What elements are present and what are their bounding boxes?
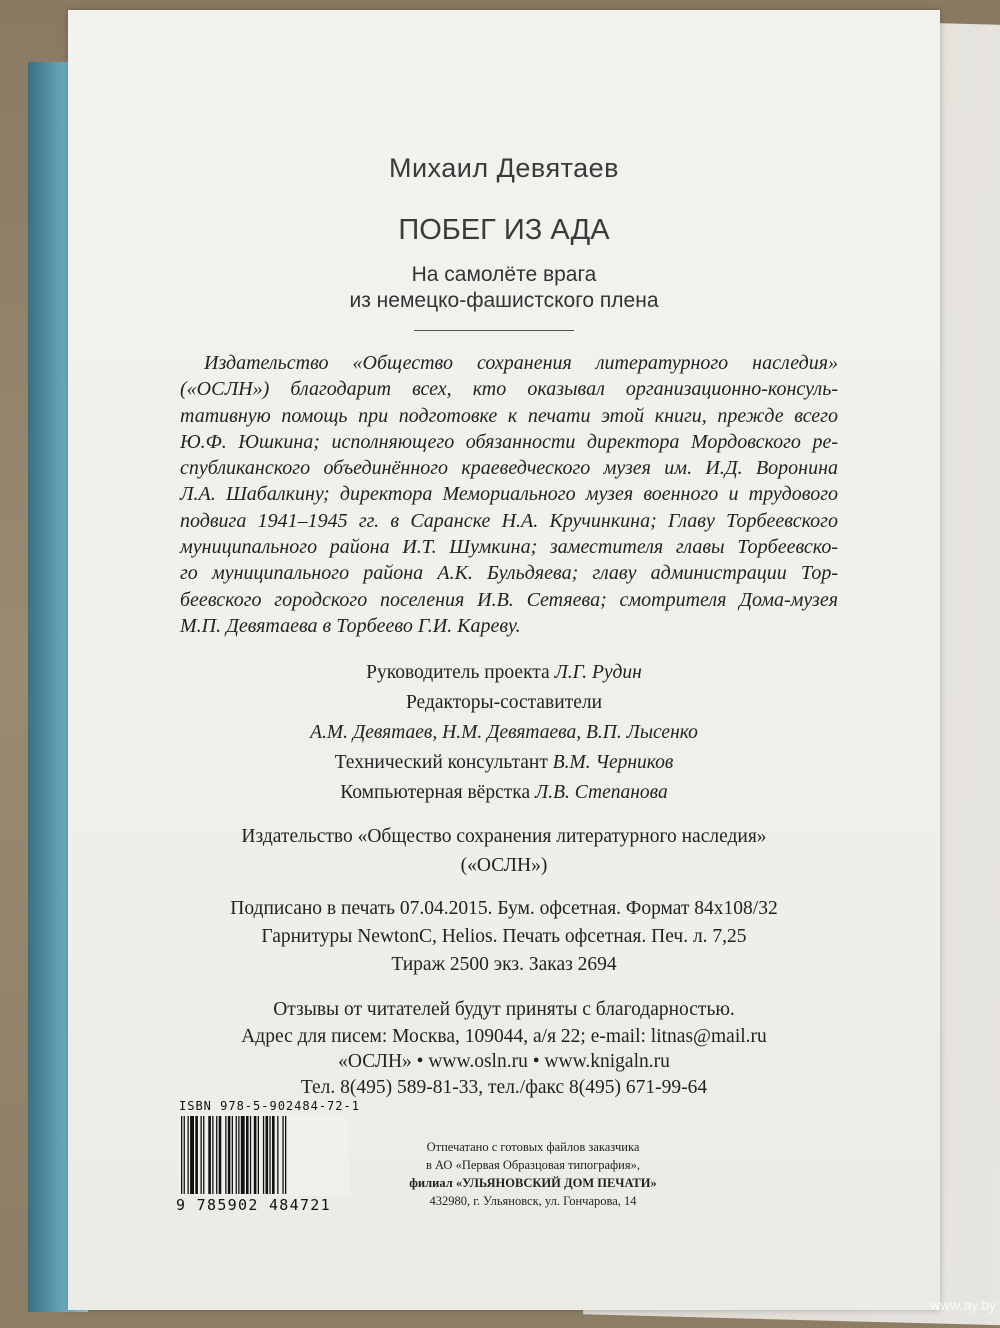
ack-line: беевского городского поселения И.В. Сетяева; смотрителя Дома-музея [180, 588, 838, 611]
credit-label: Руководитель проекта [366, 662, 550, 683]
barcode-bar [266, 1116, 269, 1194]
barcode-bar [269, 1116, 270, 1194]
isbn-label: ISBN 978-5-902484-72-1 [179, 1099, 360, 1113]
barcode-bar [272, 1116, 275, 1194]
ack-line: М.П. Девятаева в Торбеево Г.И. Кареву. [180, 614, 521, 637]
barcode-bar [277, 1116, 278, 1194]
ack-line: го муниципального района А.К. Бульдяева; главу администрации Тор- [180, 562, 838, 585]
contact-line: Отзывы от читателей будут приняты с благодарностью. [273, 999, 735, 1020]
printer-line: Отпечатано с готовых файлов заказчика [426, 1140, 640, 1154]
ack-line: («ОСЛН») благодарит всех, кто оказывал организационно-консуль- [180, 378, 838, 401]
barcode-bar [250, 1116, 251, 1194]
barcode-bar [219, 1116, 222, 1194]
barcode-bar [212, 1116, 213, 1194]
barcode-bar [203, 1116, 204, 1194]
barcode-bar [195, 1116, 198, 1194]
barcode-bar [201, 1116, 202, 1194]
credit-layout [68, 782, 940, 804]
barcode-bar [236, 1116, 237, 1194]
book-title: ПОБЕГ ИЗ АДА [398, 214, 610, 246]
credit-tech-consultant [68, 752, 940, 774]
barcode-bar [263, 1116, 264, 1194]
ack-line: Издательство «Общество сохранения литературного наследия» [204, 352, 838, 374]
credit-editors-label: Редакторы-составители [405, 692, 603, 713]
barcode-digits: 9 785902 484721 [176, 1196, 331, 1214]
credit-project-lead [68, 662, 940, 684]
barcode-bar [216, 1116, 217, 1194]
acknowledgement-paragraph [180, 350, 838, 639]
contact-line: Тел. 8(495) 589-81-33, тел./факс 8(495) 671-99-64 [300, 1077, 708, 1098]
isbn-barcode [178, 1114, 350, 1196]
credit-name: Л.Г. Рудин [554, 662, 642, 683]
printer-line: филиал «УЛЬЯНОВСКИЙ ДОМ ПЕЧАТИ» [409, 1176, 657, 1190]
credit-label: Компьютерная вёрстка [340, 782, 531, 803]
barcode-bar [238, 1116, 239, 1194]
barcode-bar [282, 1116, 283, 1194]
barcode-bar [208, 1116, 211, 1194]
barcode-bar [254, 1116, 257, 1194]
barcode-bar [190, 1116, 194, 1194]
credit-name: Л.В. Степанова [534, 782, 668, 803]
subtitle-line-1: На самолёте врага [411, 263, 597, 286]
barcode-bar [258, 1116, 259, 1194]
printer-line: 432980, г. Ульяновск, ул. Гончарова, 14 [429, 1194, 637, 1208]
ack-line: подвига 1941–1945 гг. в Саранске Н.А. Кручинкина; Главу Торбеевского [180, 509, 838, 532]
ack-line: Л.А. Шабалкину; директора Мемориального музея военного и трудового [180, 483, 838, 506]
barcode-bar [225, 1116, 226, 1194]
author-name: Михаил Девятаев [388, 153, 620, 183]
watermark: www.ay.by [930, 1297, 996, 1313]
ack-line: спубликанского объединённого краеведческого музея им. И.Д. Воронина [180, 457, 838, 480]
title-verso-page [68, 10, 940, 1310]
print-info-line: Тираж 2500 экз. Заказ 2694 [391, 954, 617, 975]
publisher-line-1: Издательство «Общество сохранения литературного наследия» [241, 826, 767, 847]
barcode-bar [241, 1116, 245, 1194]
barcode-bar [181, 1116, 182, 1194]
print-info-line: Гарнитуры NewtonC, Helios. Печать офсетная. Печ. л. 7,25 [261, 926, 747, 947]
barcode-bar [184, 1116, 185, 1194]
credit-editors-names [68, 722, 940, 744]
ack-line: муниципального района И.Т. Шумкина; заместителя главы Торбеевско- [180, 536, 838, 559]
publisher-line-2: («ОСЛН») [460, 855, 548, 876]
subtitle-line-2: из немецко-фашистского плена [349, 289, 659, 312]
credit-name: А.М. Девятаев, Н.М. Девятаева, В.П. Лысенко [310, 722, 698, 743]
printer-line: в АО «Первая Образцовая типография», [426, 1158, 640, 1172]
barcode-bar [188, 1116, 189, 1194]
credit-label: Технический консультант [334, 752, 548, 773]
barcode-bar [232, 1116, 233, 1194]
barcode-bar [285, 1116, 286, 1194]
divider-rule [414, 330, 574, 331]
contact-line: «ОСЛН» • www.osln.ru • www.knigaln.ru [338, 1051, 670, 1072]
barcode-bar [228, 1116, 231, 1194]
barcode-bar [246, 1116, 249, 1194]
contact-line: Адрес для писем: Москва, 109044, а/я 22; e-mail: litnas@mail.ru [241, 1026, 767, 1047]
ack-line: тативную помощь при подготовке к печати этой книги, прежде всего [180, 404, 838, 427]
credit-name: В.М. Черников [552, 752, 674, 773]
print-info-line: Подписано в печать 07.04.2015. Бум. офсетная. Формат 84х108/32 [230, 898, 778, 919]
ack-line: Ю.Ф. Юшкина; исполняющего обязанности директора Мордовского ре- [180, 430, 838, 453]
